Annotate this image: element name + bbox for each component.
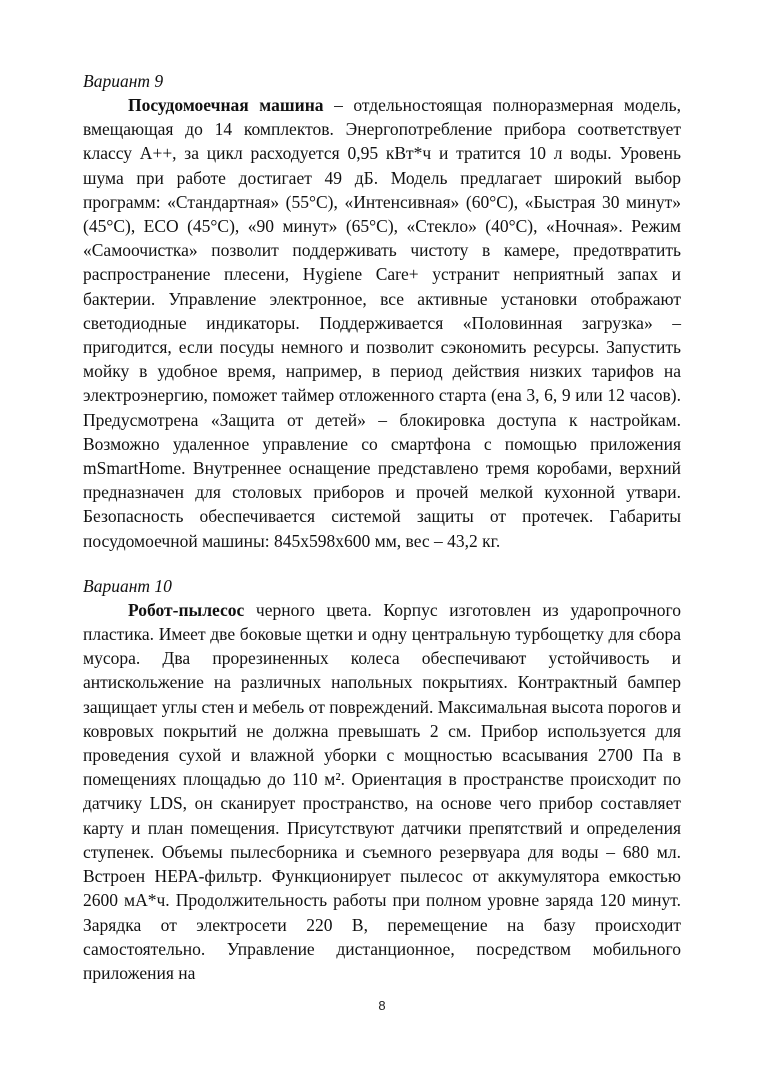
variant-10-heading: Вариант 10 (83, 575, 172, 596)
variant-10-section (83, 574, 681, 985)
variant-9-paragraph (83, 93, 681, 553)
variant-9-section (83, 69, 681, 553)
variant-10-paragraph (83, 598, 681, 985)
variant-9-lead-term: Посудомоечная машина (128, 95, 324, 115)
page-number: 8 (378, 998, 386, 1013)
variant-10-lead-term: Робот-пылесос (128, 599, 245, 620)
page-content (83, 69, 681, 985)
variant-9-text: – отдельностоящая полноразмерная модель, вмещающая до 14 комплектов. Энергопотребление прибора соответствует классу А++, за цикл расходуется 0,95 кВт*ч и тратится 10 л воды. Уровень шума при работе достигает 49 дБ. Модель предлагает широкий выбор программ: «Стандартная» (55°C), «Интенсивная» (60°C), «Быстрая 30 минут» (45°C), ECO (45°C), «90 минут» (65°C), «Стекло» (40°C), «Ночная». Режим «Самоочистка» позволит поддерживать чистоту в камере, предотвратить распространение плесени, Hygiene Care+ устранит неприятный запах и бактерии. Управление электронное, все активные установки отображают светодиодные индикаторы. Поддерживается «Половинная загрузка» – пригодится, если посуды немного и позволит сэкономить ресурсы. Запустить мойку в удобное время, например, в период действия низких тарифов на электроэнергию, поможет таймер отложенного старта (ена 3, 6, 9 или 12 часов). Предусмотрена «Защита от детей» – блокировка доступа к настройкам. Возможно удаленное управление со смартфона с помощью приложения mSmartHome. Внутреннее оснащение представлено тремя коробами, верхний предназначен для столовых приборов и прочей мелкой кухонной утвари. Безопасность обеспечивается системой защиты от протечек. Габариты посудомоечной машины: 845х598х600 мм, вес – 43,2 кг. (83, 95, 681, 551)
variant-9-heading: Вариант 9 (83, 71, 164, 91)
variant-10-text: черного цвета. Корпус изготовлен из ударопрочного пластика. Имеет две боковые щетки и одну центральную турбощетку для сбора мусора. Два прорезиненных колеса обеспечивают устойчивость и антискольжение на различных напольных покрытиях. Контрактный бампер защищает углы стен и мебель от повреждений. Максимальная высота порогов и ковровых покрытий не должна превышать 2 см. Прибор используется для проведения сухой и влажной уборки с мощностью всасывания 2700 Па в помещениях площадью до 110 м². Ориентация в пространстве происходит по датчику LDS, он сканирует пространство, на основе чего прибор составляет карту и план помещения. Присутствуют датчики препятствий и определения ступенек. Объемы пылесборника и съемного резервуара для воды – 680 мл. Встроен HEPA-фильтр. Функционирует пылесос от аккумулятора емкостью 2600 мА*ч. Продолжительность работы при полном уровне заряда 120 минут. Зарядка от электросети 220 В, перемещение на базу происходит самостоятельно. Управление дистанционное, посредством мобильного приложения на (83, 599, 681, 983)
